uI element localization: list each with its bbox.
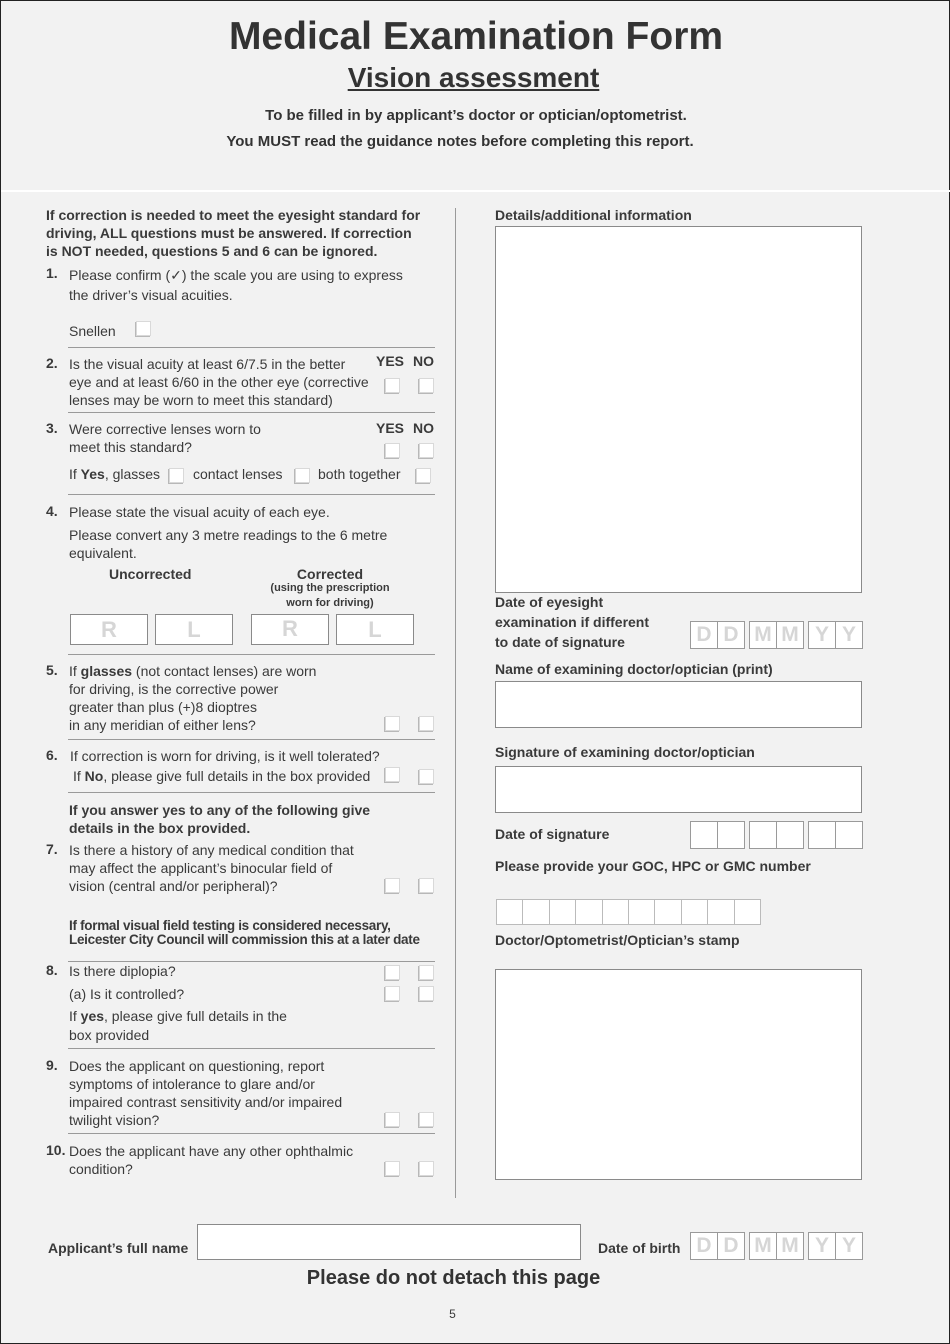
examiner-name-input[interactable] (495, 681, 862, 728)
note-line: Leicester City Council will commission this at a later date (69, 932, 420, 947)
q2-line: Is the visual acuity at least 6/7.5 in the better (69, 356, 346, 372)
text: Yes (80, 466, 105, 482)
snellen-checkbox[interactable] (136, 321, 151, 336)
no-label: NO (413, 420, 434, 436)
page-number: 5 (449, 1307, 456, 1321)
q3-line: meet this standard? (69, 439, 192, 455)
q10-yes-checkbox[interactable] (385, 1161, 400, 1176)
text: , please give full details in the box provided (103, 768, 371, 784)
divider (68, 347, 435, 348)
text: yes (80, 1008, 105, 1024)
text: , glasses (104, 466, 161, 482)
q4-text (69, 526, 387, 562)
q3-no-checkbox[interactable] (419, 443, 434, 458)
digit-cell[interactable] (682, 899, 708, 925)
text: , please give full details in the (104, 1008, 287, 1024)
digit-cell[interactable] (550, 899, 576, 925)
q10-no-checkbox[interactable] (419, 1161, 434, 1176)
q6-text (70, 747, 380, 785)
header-instruction-2: You MUST read the guidance notes before completing this report. (226, 133, 694, 150)
q2-text (69, 355, 369, 409)
digit-cell[interactable] (629, 899, 655, 925)
digit-cell[interactable] (603, 899, 629, 925)
q5-line: in any meridian of either lens? (69, 717, 256, 733)
yes-label: YES (376, 353, 405, 369)
dob-label: Date of birth (598, 1240, 681, 1256)
stamp-area[interactable] (495, 969, 862, 1180)
q5-line: greater than plus (+)8 dioptres (69, 699, 257, 715)
divider (68, 412, 435, 413)
q5-no-checkbox[interactable] (419, 716, 434, 731)
text: (not contact lenses) are worn (132, 663, 317, 679)
glasses-checkbox[interactable] (169, 468, 184, 483)
q10-number: 10. (46, 1142, 66, 1158)
q9-text (69, 1057, 342, 1129)
q8-line (69, 1007, 287, 1025)
q9-yes-checkbox[interactable] (385, 1112, 400, 1127)
yes-label: YES (376, 420, 405, 436)
intro-line: If correction is needed to meet the eyesight standard for (46, 207, 421, 223)
contact-lenses-label: contact lenses (193, 466, 283, 482)
details-label: Details/additional information (495, 207, 692, 223)
q10-line: condition? (69, 1161, 133, 1177)
intro-note (46, 206, 446, 260)
exam-date-month-1[interactable]: M (749, 621, 777, 649)
q6-number: 6. (46, 747, 58, 763)
divider (68, 1133, 435, 1134)
q9-line: twilight vision? (69, 1112, 160, 1128)
header-instruction-1: To be filled in by applicant’s doctor or optician/optometrist. (265, 107, 687, 124)
note-line: If formal visual field testing is considered necessary, (69, 918, 391, 933)
q5-line (69, 662, 316, 680)
q1-line: the driver’s visual acuities. (69, 287, 233, 303)
q7-line: may affect the applicant’s binocular field of (69, 860, 333, 876)
q1-line: Please confirm (✓) the scale you are using to express (69, 267, 403, 283)
divider (68, 654, 435, 655)
divider (68, 739, 435, 740)
q5-line: for driving, is the corrective power (69, 681, 279, 697)
digit-cell[interactable] (735, 899, 761, 925)
q7-text (69, 841, 354, 895)
label-line: examination if different (495, 614, 650, 630)
signature-date-label: Date of signature (495, 826, 610, 842)
q6-line (70, 767, 380, 785)
q1-text (69, 265, 403, 305)
stamp-label: Doctor/Optometrist/Optician’s stamp (495, 932, 740, 948)
signature-date-cell[interactable] (808, 821, 836, 849)
dob-day-2[interactable]: D (717, 1232, 745, 1260)
q1-number: 1. (46, 265, 58, 281)
label-line: Date of eyesight (495, 594, 604, 610)
q3-text (69, 420, 261, 456)
text: If (73, 768, 85, 784)
text: If (69, 466, 81, 482)
text: No (84, 768, 104, 784)
q2-number: 2. (46, 355, 58, 371)
examiner-name-label: Name of examining doctor/optician (print) (495, 661, 773, 677)
exam-date-label (495, 592, 649, 652)
q10-line: Does the applicant have any other ophthalmic (69, 1143, 354, 1159)
q8-line1: Is there diplopia? (69, 963, 176, 979)
note-line: If you answer yes to any of the following give (69, 802, 371, 818)
label-line: to date of signature (495, 634, 625, 650)
exam-date-year-2[interactable]: Y (835, 621, 863, 649)
page-subtitle: Vision assessment (347, 62, 600, 93)
q9-no-checkbox[interactable] (419, 1112, 434, 1127)
q7-number: 7. (46, 841, 58, 857)
q6-no-checkbox[interactable] (419, 769, 434, 784)
q3-yes-checkbox[interactable] (385, 443, 400, 458)
corrected-right-eye[interactable]: R (251, 614, 329, 645)
uncorrected-right-eye[interactable]: R (70, 614, 148, 645)
q8-no-checkbox[interactable] (419, 965, 434, 980)
q9-number: 9. (46, 1057, 58, 1073)
q3-line: Were corrective lenses worn to (69, 421, 261, 437)
signature-date-cell[interactable] (749, 821, 777, 849)
detach-warning: Please do not detach this page (306, 1267, 601, 1289)
corrected-label: Corrected (296, 566, 364, 582)
q4-line: Please convert any 3 metre readings to the 6 metre (69, 527, 388, 543)
q7-yes-checkbox[interactable] (385, 878, 400, 893)
signature-date-cell[interactable] (717, 821, 745, 849)
signature-label: Signature of examining doctor/optician (495, 744, 755, 760)
q8-text (69, 1007, 287, 1044)
column-divider (455, 208, 456, 1198)
q6-yes-checkbox[interactable] (385, 767, 400, 782)
q2-line: lenses may be worn to meet this standard) (69, 392, 333, 408)
corrected-note (263, 581, 397, 611)
q8a-yes-checkbox[interactable] (385, 986, 400, 1001)
signature-date-cell[interactable] (776, 821, 804, 849)
q5-number: 5. (46, 662, 58, 678)
details-textarea[interactable] (495, 226, 862, 593)
yes-details-note (69, 801, 370, 837)
q2-yes-checkbox[interactable] (385, 378, 400, 393)
both-together-label: both together (318, 466, 401, 482)
q9-line: Does the applicant on questioning, report (69, 1058, 325, 1074)
digit-cell[interactable] (708, 899, 734, 925)
q8-yes-checkbox[interactable] (385, 965, 400, 980)
exam-date-month-2[interactable]: M (776, 621, 804, 649)
signature-field[interactable] (495, 766, 862, 813)
exam-date-year-1[interactable]: Y (808, 621, 836, 649)
registration-number-label: Please provide your GOC, HPC or GMC number (495, 858, 811, 874)
corrected-left-eye[interactable]: L (336, 614, 414, 645)
q7-line: Is there a history of any medical condition that (69, 842, 354, 858)
q7-no-checkbox[interactable] (419, 878, 434, 893)
signature-date-cell[interactable] (690, 821, 718, 849)
no-label: NO (413, 353, 434, 369)
digit-cell[interactable] (576, 899, 602, 925)
snellen-label: Snellen (69, 323, 116, 339)
q9-line: symptoms of intolerance to glare and/or (69, 1076, 315, 1092)
contact-lenses-checkbox[interactable] (295, 468, 310, 483)
q8-line: box provided (69, 1027, 150, 1043)
signature-date-cell[interactable] (835, 821, 863, 849)
applicant-name-input[interactable] (197, 1224, 581, 1260)
exam-date-day-2[interactable]: D (717, 621, 745, 649)
divider (68, 494, 435, 495)
q8-number: 8. (46, 962, 58, 978)
divider (68, 1048, 435, 1049)
q3-if-yes (69, 465, 160, 483)
dob-year-2[interactable]: Y (835, 1232, 863, 1260)
q4-line: equivalent. (69, 545, 137, 561)
dob-month-1[interactable]: M (749, 1232, 777, 1260)
q8a-no-checkbox[interactable] (419, 986, 434, 1001)
q3-number: 3. (46, 420, 58, 436)
digit-cell[interactable] (655, 899, 681, 925)
q8-line2: (a) Is it controlled? (69, 986, 185, 1002)
intro-line: driving, ALL questions must be answered. If correction (46, 225, 412, 241)
q5-text (69, 662, 316, 734)
q6-line: If correction is worn for driving, is it well tolerated? (70, 748, 380, 764)
digit-cell[interactable] (496, 899, 523, 925)
q4-number: 4. (46, 503, 58, 519)
note-line: details in the box provided. (69, 820, 251, 836)
text: If (69, 1008, 81, 1024)
q4-line1: Please state the visual acuity of each eye. (69, 504, 330, 520)
q7-line: vision (central and/or peripheral)? (69, 878, 278, 894)
intro-line: is NOT needed, questions 5 and 6 can be ignored. (46, 243, 378, 259)
q2-line: eye and at least 6/60 in the other eye (corrective (69, 374, 369, 390)
dob-day-1[interactable]: D (690, 1232, 718, 1260)
note-line: worn for driving) (286, 597, 374, 609)
q5-yes-checkbox[interactable] (385, 716, 400, 731)
registration-number-input[interactable] (496, 899, 761, 925)
visual-field-note (69, 919, 420, 947)
text: If (69, 663, 81, 679)
dob-year-1[interactable]: Y (808, 1232, 836, 1260)
exam-date-day-1[interactable]: D (690, 621, 718, 649)
form-header (1, 1, 950, 192)
note-line: (using the prescription (270, 582, 390, 594)
dob-month-2[interactable]: M (776, 1232, 804, 1260)
uncorrected-label: Uncorrected (109, 566, 192, 582)
page-title: Medical Examination Form (228, 15, 724, 58)
q9-line: impaired contrast sensitivity and/or impaired (69, 1094, 343, 1110)
q2-no-checkbox[interactable] (419, 378, 434, 393)
uncorrected-left-eye[interactable]: L (155, 614, 233, 645)
both-together-checkbox[interactable] (416, 468, 431, 483)
digit-cell[interactable] (523, 899, 549, 925)
text: glasses (80, 663, 133, 679)
divider (68, 792, 435, 793)
applicant-name-label: Applicant’s full name (48, 1240, 189, 1256)
q10-text (69, 1142, 353, 1178)
